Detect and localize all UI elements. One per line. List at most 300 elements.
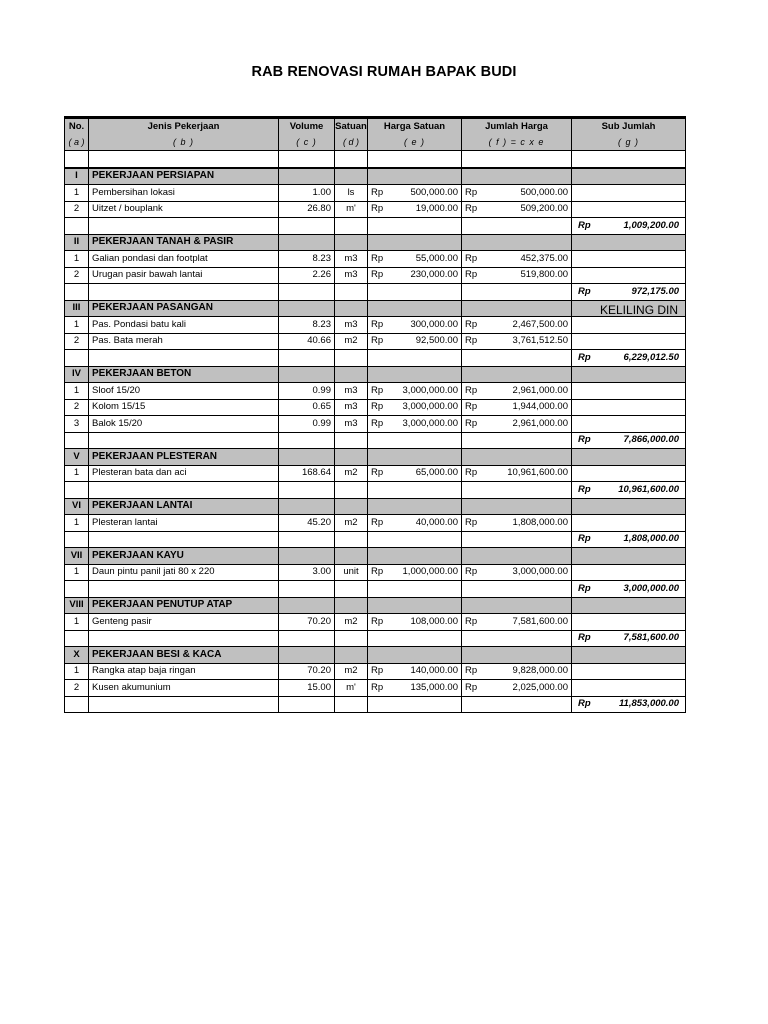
subtotal-currency: Rp <box>578 219 591 231</box>
item-name: Galian pondasi dan footplat <box>89 251 279 268</box>
subtotal-cell <box>65 284 89 301</box>
subtotal-cell <box>89 482 279 499</box>
header-harga: Harga Satuan <box>368 118 462 135</box>
item-name: Daun pintu panil jati 80 x 220 <box>89 564 279 581</box>
item-satuan: m3 <box>335 399 368 416</box>
subtotal-cell <box>572 531 686 548</box>
section-cell <box>572 548 686 565</box>
item-harga-satuan: 140,000.00 <box>390 663 462 680</box>
item-satuan: m3 <box>335 267 368 284</box>
item-harga-satuan: 300,000.00 <box>390 317 462 334</box>
subtotal-row <box>65 350 686 367</box>
section-number: I <box>65 168 89 185</box>
item-jumlah-harga: 7,581,600.00 <box>484 614 572 631</box>
item-harga-satuan: 65,000.00 <box>390 465 462 482</box>
subtotal-currency: Rp <box>578 698 591 710</box>
item-harga-satuan: 55,000.00 <box>390 251 462 268</box>
item-jumlah-harga: 9,828,000.00 <box>484 663 572 680</box>
subtotal-currency: Rp <box>578 285 591 297</box>
section-number: III <box>65 300 89 317</box>
section-name: PEKERJAAN PERSIAPAN <box>89 168 279 185</box>
item-harga-satuan: 92,500.00 <box>390 333 462 350</box>
subtotal-cell <box>279 218 335 235</box>
code-f: ( f ) = c x e <box>462 135 572 151</box>
harga-currency: Rp <box>368 416 390 433</box>
item-jumlah-harga: 500,000.00 <box>484 185 572 202</box>
item-sub-cell <box>572 416 686 433</box>
item-name: Plesteran bata dan aci <box>89 465 279 482</box>
section-cell <box>279 234 335 251</box>
subtotal-cell <box>572 581 686 598</box>
section-cell <box>462 597 572 614</box>
subtotal-currency: Rp <box>578 351 591 363</box>
item-satuan: m' <box>335 680 368 697</box>
section-number: IV <box>65 366 89 383</box>
section-cell <box>462 366 572 383</box>
subtotal-cell <box>335 581 368 598</box>
subtotal-cell <box>335 630 368 647</box>
item-name: Balok 15/20 <box>89 416 279 433</box>
rab-table <box>64 116 686 713</box>
section-cell <box>462 168 572 185</box>
subtotal-row <box>65 284 686 301</box>
document-title: RAB RENOVASI RUMAH BAPAK BUDI <box>251 64 517 80</box>
item-name: Pas. Pondasi batu kali <box>89 317 279 334</box>
item-number: 2 <box>65 680 89 697</box>
item-row <box>65 614 686 631</box>
jumlah-currency: Rp <box>462 399 484 416</box>
section-number: X <box>65 647 89 664</box>
section-cell <box>462 300 572 317</box>
item-row <box>65 416 686 433</box>
subtotal-cell <box>89 350 279 367</box>
item-volume: 26.80 <box>279 201 335 218</box>
section-cell <box>368 597 462 614</box>
subtotal-cell <box>368 432 462 449</box>
header-sub: Sub Jumlah <box>572 118 686 135</box>
jumlah-currency: Rp <box>462 614 484 631</box>
item-sub-cell <box>572 465 686 482</box>
item-sub-cell <box>572 317 686 334</box>
item-row <box>65 333 686 350</box>
item-volume: 45.20 <box>279 515 335 532</box>
section-name: PEKERJAAN KAYU <box>89 548 279 565</box>
harga-currency: Rp <box>368 614 390 631</box>
section-cell <box>335 234 368 251</box>
subtotal-cell <box>89 531 279 548</box>
item-row <box>65 515 686 532</box>
code-b: ( b ) <box>89 135 279 151</box>
item-sub-cell <box>572 564 686 581</box>
jumlah-currency: Rp <box>462 267 484 284</box>
header-no: No. <box>65 118 89 135</box>
section-cell <box>279 168 335 185</box>
item-row <box>65 185 686 202</box>
item-jumlah-harga: 3,000,000.00 <box>484 564 572 581</box>
item-number: 1 <box>65 515 89 532</box>
subtotal-cell <box>65 531 89 548</box>
section-name: PEKERJAAN BETON <box>89 366 279 383</box>
item-number: 2 <box>65 267 89 284</box>
item-harga-satuan: 3,000,000.00 <box>390 416 462 433</box>
subtotal-value: 1,808,000.00 <box>623 533 680 545</box>
subtotal-cell <box>335 482 368 499</box>
subtotal <box>572 532 685 546</box>
item-harga-satuan: 500,000.00 <box>390 185 462 202</box>
subtotal-cell <box>89 432 279 449</box>
subtotal-cell <box>462 630 572 647</box>
section-name: PEKERJAAN PLESTERAN <box>89 449 279 466</box>
item-volume: 168.64 <box>279 465 335 482</box>
item-harga-satuan: 40,000.00 <box>390 515 462 532</box>
section-cell <box>368 498 462 515</box>
jumlah-currency: Rp <box>462 416 484 433</box>
subtotal-cell <box>89 696 279 713</box>
subtotal-cell <box>368 531 462 548</box>
section-cell <box>335 597 368 614</box>
item-number: 1 <box>65 614 89 631</box>
subtotal-cell <box>279 581 335 598</box>
subtotal-cell <box>335 218 368 235</box>
subtotal <box>572 219 685 233</box>
section-cell <box>572 234 686 251</box>
section-cell <box>572 449 686 466</box>
item-row <box>65 564 686 581</box>
subtotal-cell <box>368 284 462 301</box>
subtotal <box>572 433 685 447</box>
item-sub-cell <box>572 614 686 631</box>
item-number: 2 <box>65 399 89 416</box>
subtotal-row <box>65 432 686 449</box>
code-d: ( d ) <box>335 135 368 151</box>
item-satuan: m3 <box>335 416 368 433</box>
subtotal-value: 6,229,012.50 <box>623 351 680 363</box>
section-cell <box>572 498 686 515</box>
subtotal <box>572 285 685 299</box>
subtotal-cell <box>89 218 279 235</box>
subtotal-currency: Rp <box>578 632 591 644</box>
subtotal-cell <box>462 284 572 301</box>
item-row <box>65 267 686 284</box>
subtotal-cell <box>462 218 572 235</box>
subtotal-cell <box>368 482 462 499</box>
section-name: PEKERJAAN BESI & KACA <box>89 647 279 664</box>
spacer-row <box>65 151 686 168</box>
subtotal-cell <box>368 630 462 647</box>
section-cell <box>279 300 335 317</box>
section-cell <box>335 647 368 664</box>
section-cell <box>368 234 462 251</box>
section-cell <box>462 234 572 251</box>
item-volume: 40.66 <box>279 333 335 350</box>
item-sub-cell <box>572 201 686 218</box>
item-name: Rangka atap baja ringan <box>89 663 279 680</box>
item-row <box>65 383 686 400</box>
section-cell <box>279 366 335 383</box>
section-cell <box>368 168 462 185</box>
item-jumlah-harga: 452,375.00 <box>484 251 572 268</box>
subtotal-cell <box>572 482 686 499</box>
subtotal-cell <box>572 630 686 647</box>
subtotal-row <box>65 581 686 598</box>
item-jumlah-harga: 2,025,000.00 <box>484 680 572 697</box>
item-harga-satuan: 1,000,000.00 <box>390 564 462 581</box>
section-cell <box>279 498 335 515</box>
header-jumlah: Jumlah Harga <box>462 118 572 135</box>
harga-currency: Rp <box>368 680 390 697</box>
item-satuan: m3 <box>335 317 368 334</box>
section-row <box>65 498 686 515</box>
subtotal <box>572 351 685 365</box>
code-e: ( e ) <box>368 135 462 151</box>
item-jumlah-harga: 10,961,600.00 <box>484 465 572 482</box>
item-harga-satuan: 3,000,000.00 <box>390 399 462 416</box>
item-name: Pas. Bata merah <box>89 333 279 350</box>
section-cell <box>572 647 686 664</box>
harga-currency: Rp <box>368 251 390 268</box>
subtotal-cell <box>335 432 368 449</box>
section-cell <box>335 548 368 565</box>
section-name: PEKERJAAN LANTAI <box>89 498 279 515</box>
section-cell <box>572 168 686 185</box>
jumlah-currency: Rp <box>462 317 484 334</box>
item-satuan: m' <box>335 201 368 218</box>
subtotal-currency: Rp <box>578 483 591 495</box>
section-row <box>65 234 686 251</box>
section-cell <box>335 300 368 317</box>
item-number: 3 <box>65 416 89 433</box>
item-volume: 0.65 <box>279 399 335 416</box>
item-name: Uitzet / bouplank <box>89 201 279 218</box>
item-row <box>65 663 686 680</box>
subtotal-value: 972,175.00 <box>631 285 680 297</box>
subtotal-value: 1,009,200.00 <box>623 219 680 231</box>
subtotal-cell <box>65 696 89 713</box>
subtotal <box>572 582 685 596</box>
section-cell <box>335 366 368 383</box>
item-volume: 8.23 <box>279 317 335 334</box>
item-satuan: ls <box>335 185 368 202</box>
item-number: 1 <box>65 185 89 202</box>
item-name: Pembersihan lokasi <box>89 185 279 202</box>
item-jumlah-harga: 509,200.00 <box>484 201 572 218</box>
item-volume: 70.20 <box>279 614 335 631</box>
item-name: Genteng pasir <box>89 614 279 631</box>
item-jumlah-harga: 2,467,500.00 <box>484 317 572 334</box>
subtotal <box>572 697 685 711</box>
subtotal-value: 10,961,600.00 <box>618 483 680 495</box>
section-row <box>65 449 686 466</box>
item-jumlah-harga: 2,961,000.00 <box>484 383 572 400</box>
harga-currency: Rp <box>368 564 390 581</box>
section-cell <box>335 168 368 185</box>
item-name: Sloof 15/20 <box>89 383 279 400</box>
item-volume: 3.00 <box>279 564 335 581</box>
subtotal-currency: Rp <box>578 434 591 446</box>
jumlah-currency: Rp <box>462 680 484 697</box>
subtotal-cell <box>279 284 335 301</box>
item-jumlah-harga: 1,944,000.00 <box>484 399 572 416</box>
item-satuan: m2 <box>335 465 368 482</box>
item-volume: 8.23 <box>279 251 335 268</box>
subtotal-cell <box>279 432 335 449</box>
subtotal-cell <box>462 482 572 499</box>
item-harga-satuan: 135,000.00 <box>390 680 462 697</box>
jumlah-currency: Rp <box>462 333 484 350</box>
subtotal-cell <box>65 482 89 499</box>
code-a: ( a ) <box>65 135 89 151</box>
item-sub-cell <box>572 251 686 268</box>
jumlah-currency: Rp <box>462 185 484 202</box>
subtotal-cell <box>572 218 686 235</box>
harga-currency: Rp <box>368 333 390 350</box>
subtotal-cell <box>335 531 368 548</box>
subtotal-row <box>65 218 686 235</box>
subtotal-row <box>65 630 686 647</box>
code-g: ( g ) <box>572 135 686 151</box>
subtotal <box>572 631 685 645</box>
harga-currency: Rp <box>368 465 390 482</box>
item-volume: 15.00 <box>279 680 335 697</box>
item-sub-cell <box>572 399 686 416</box>
section-name: PEKERJAAN TANAH & PASIR <box>89 234 279 251</box>
subtotal-cell <box>279 482 335 499</box>
harga-currency: Rp <box>368 515 390 532</box>
item-harga-satuan: 108,000.00 <box>390 614 462 631</box>
jumlah-currency: Rp <box>462 465 484 482</box>
item-satuan: m3 <box>335 383 368 400</box>
item-harga-satuan: 3,000,000.00 <box>390 383 462 400</box>
section-cell <box>572 366 686 383</box>
subtotal-row <box>65 482 686 499</box>
section-name: PEKERJAAN PENUTUP ATAP <box>89 597 279 614</box>
section-cell <box>368 548 462 565</box>
item-volume: 2.26 <box>279 267 335 284</box>
subtotal-cell <box>65 432 89 449</box>
subtotal-value: 7,581,600.00 <box>623 632 680 644</box>
item-volume: 0.99 <box>279 383 335 400</box>
item-row <box>65 201 686 218</box>
subtotal <box>572 483 685 497</box>
section-cell <box>279 548 335 565</box>
subtotal-cell <box>462 350 572 367</box>
item-number: 1 <box>65 465 89 482</box>
item-name: Kolom 15/15 <box>89 399 279 416</box>
section-cell <box>279 449 335 466</box>
subtotal-cell <box>279 350 335 367</box>
item-sub-cell <box>572 333 686 350</box>
section-cell <box>335 449 368 466</box>
item-jumlah-harga: 2,961,000.00 <box>484 416 572 433</box>
section-number: VI <box>65 498 89 515</box>
subtotal-cell <box>462 581 572 598</box>
item-number: 1 <box>65 663 89 680</box>
item-volume: 1.00 <box>279 185 335 202</box>
section-cell <box>368 300 462 317</box>
subtotal-cell <box>335 350 368 367</box>
subtotal-cell <box>89 630 279 647</box>
section-cell <box>462 498 572 515</box>
harga-currency: Rp <box>368 399 390 416</box>
subtotal-cell <box>462 432 572 449</box>
item-satuan: m2 <box>335 515 368 532</box>
item-number: 1 <box>65 383 89 400</box>
subtotal-cell <box>279 531 335 548</box>
item-row <box>65 680 686 697</box>
subtotal-cell <box>368 696 462 713</box>
subtotal-cell <box>89 284 279 301</box>
item-jumlah-harga: 1,808,000.00 <box>484 515 572 532</box>
harga-currency: Rp <box>368 185 390 202</box>
item-satuan: unit <box>335 564 368 581</box>
section-cell <box>279 647 335 664</box>
section-number: V <box>65 449 89 466</box>
section-cell <box>368 366 462 383</box>
subtotal-cell <box>462 531 572 548</box>
subtotal-cell <box>65 218 89 235</box>
section-cell <box>572 597 686 614</box>
section-row <box>65 647 686 664</box>
harga-currency: Rp <box>368 383 390 400</box>
subtotal-cell <box>572 284 686 301</box>
item-name: Urugan pasir bawah lantai <box>89 267 279 284</box>
item-satuan: m2 <box>335 614 368 631</box>
header-volume: Volume <box>279 118 335 135</box>
item-sub-cell <box>572 663 686 680</box>
code-c: ( c ) <box>279 135 335 151</box>
keliling-note: KELILING DIN <box>600 303 679 317</box>
section-number: VII <box>65 548 89 565</box>
item-volume: 70.20 <box>279 663 335 680</box>
jumlah-currency: Rp <box>462 251 484 268</box>
section-cell <box>462 548 572 565</box>
subtotal-cell <box>572 350 686 367</box>
section-number: VIII <box>65 597 89 614</box>
code-row <box>65 135 686 151</box>
jumlah-currency: Rp <box>462 201 484 218</box>
section-row <box>65 597 686 614</box>
item-name: Kusen akumunium <box>89 680 279 697</box>
section-row <box>65 300 686 317</box>
item-sub-cell <box>572 185 686 202</box>
subtotal-cell <box>335 696 368 713</box>
section-row <box>65 548 686 565</box>
section-cell <box>335 498 368 515</box>
subtotal-value: 3,000,000.00 <box>623 582 680 594</box>
item-number: 1 <box>65 564 89 581</box>
subtotal-row <box>65 696 686 713</box>
subtotal-currency: Rp <box>578 582 591 594</box>
item-sub-cell <box>572 383 686 400</box>
item-volume: 0.99 <box>279 416 335 433</box>
subtotal-cell <box>572 696 686 713</box>
subtotal-cell <box>279 696 335 713</box>
item-number: 1 <box>65 251 89 268</box>
item-number: 2 <box>65 201 89 218</box>
harga-currency: Rp <box>368 267 390 284</box>
subtotal-cell <box>368 581 462 598</box>
section-cell <box>462 647 572 664</box>
item-jumlah-harga: 519,800.00 <box>484 267 572 284</box>
subtotal-row <box>65 531 686 548</box>
item-sub-cell <box>572 680 686 697</box>
harga-currency: Rp <box>368 317 390 334</box>
section-cell <box>368 449 462 466</box>
subtotal-cell <box>89 581 279 598</box>
item-harga-satuan: 19,000.00 <box>390 201 462 218</box>
item-sub-cell <box>572 515 686 532</box>
item-row <box>65 317 686 334</box>
